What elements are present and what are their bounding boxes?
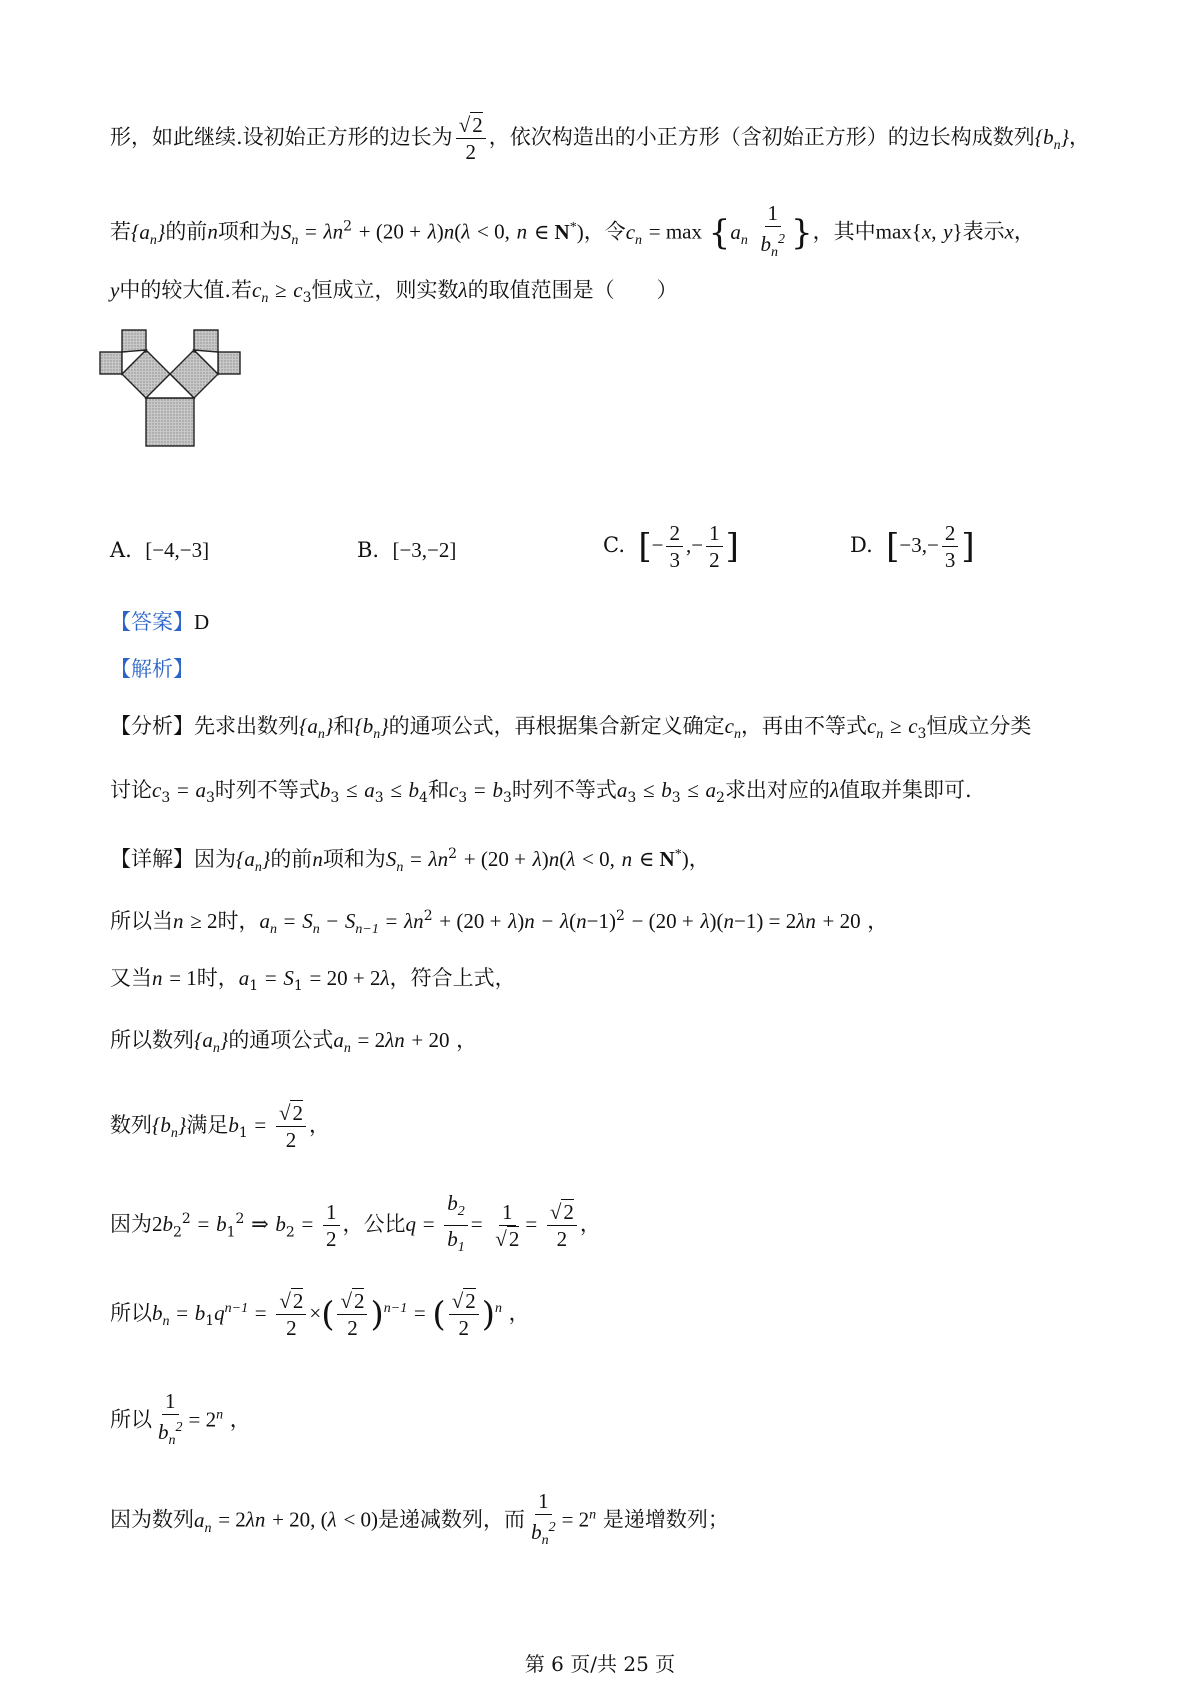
detail-line-4: 所以数列$\{a_n\}$的通项公式$a_n = 2\lambda n + 20$ ， (110, 1028, 478, 1057)
pythagoras-tree-figure (98, 324, 248, 454)
fenxi-line-2: 讨论$c_3 = a_3$时列不等式$b_3 \le a_3 \le b_4$和$c_3 = b_3$时列不等式$a_3 \le b_3 \le a_2$求出对应的λ值取并集即可. (110, 778, 972, 807)
left-small-square-1 (100, 352, 122, 374)
detail-line-6: 因为$2b_2^2 = b_1^2$ ⇒ $b_2$ = $\frac{1}{2}$ ，公比q = $\frac{b_2}{b_1}$ = $\frac{1}{√2}$ = $\frac{√2}{2}$ ， (110, 1191, 601, 1256)
detail-line-3: 又当n = 1时，$a_1 = S_1 = 20 + 2\lambda$，符合上式， (110, 966, 516, 995)
problem-line-3: y中的较大值.若$c_n \ge c_3$恒成立，则实数λ的取值范围是（ ） (110, 278, 678, 307)
problem-line-2: 若$\{a_n\}$的前n项和为$S_n = \lambda n^2 + (20 + \lambda)n(\lambda < 0$, n ∈ N*)，令$c_n = \max \{a_n$ $\frac{1}{b_n^2}$ }，其中max{x, y}表示x， (110, 201, 1035, 261)
option-d[interactable]: D. [−3,− $\frac{2}{3}$ ] (850, 521, 975, 572)
fraction-sqrt2-over-2: $\frac{√2}{2}$ (456, 112, 486, 165)
option-c[interactable]: C. [− $\frac{2}{3}$ ,− $\frac{1}{2}$ ] (603, 521, 739, 572)
right-small-square-2 (218, 352, 240, 374)
detail-line-7: 所以$b_n = b_1q^{n-1}$ = $\frac{√2}{2}$ ×( $\frac{√2}{2}$ )$^{n-1}$ = ( $\frac{√2}{2}$ )$^n$ ， (110, 1289, 530, 1340)
right-small-square-1 (194, 330, 218, 352)
initial-square (146, 398, 194, 446)
answer-line: 【答案】D (110, 610, 210, 634)
fenxi-line-1: 【分析】先求出数列$\{a_n\}$和$\{b_n\}$的通项公式，再根据集合新定义确定$c_n$，再由不等式$c_n \ge c_3$恒成立分类 (110, 714, 1032, 743)
detail-line-1: 【详解】因为$\{a_n\}$的前n项和为$S_n = \lambda n^2 + (20 + \lambda)n(\lambda < 0$, n ∈ N*)， (110, 846, 710, 876)
analysis-tag: 【解析】 (110, 657, 194, 681)
detail-line-8: 所以 $\frac{1}{b_n^2}$ = $2^n$ ， (110, 1389, 251, 1449)
page-footer: 第 6 页/共 25 页 (524, 1652, 676, 1676)
detail-line-2: 所以当n ≥ 2时，$a_n = S_n - S_{n-1} = \lambda n^2 + (20 + \lambda)n - \lambda(n-1)^2 - (20 + \lambda)(n-1) = 2\lambda n + 20$ ， (110, 908, 889, 938)
option-a[interactable]: A. [−4,−3] (110, 538, 210, 562)
left-small-square-2 (122, 330, 146, 352)
problem-line-1: 形，如此继续.设初始正方形的边长为 $\frac{√2}{2}$ ，依次构造出的小正方形（含初始正方形）的边长构成数列$\{b_n\}$， (110, 113, 1091, 164)
detail-line-5: 数列$\{b_n\}$满足$b_1$ = $\frac{√2}{2}$ ， (110, 1101, 330, 1152)
detail-line-9: 因为数列$a_n = 2\lambda n + 20$, (λ < 0)是递减数列，而 $\frac{1}{b_n^2}$ = $2^n$ 是递增数列； (110, 1489, 729, 1549)
option-b[interactable]: B. [−3,−2] (357, 538, 457, 562)
